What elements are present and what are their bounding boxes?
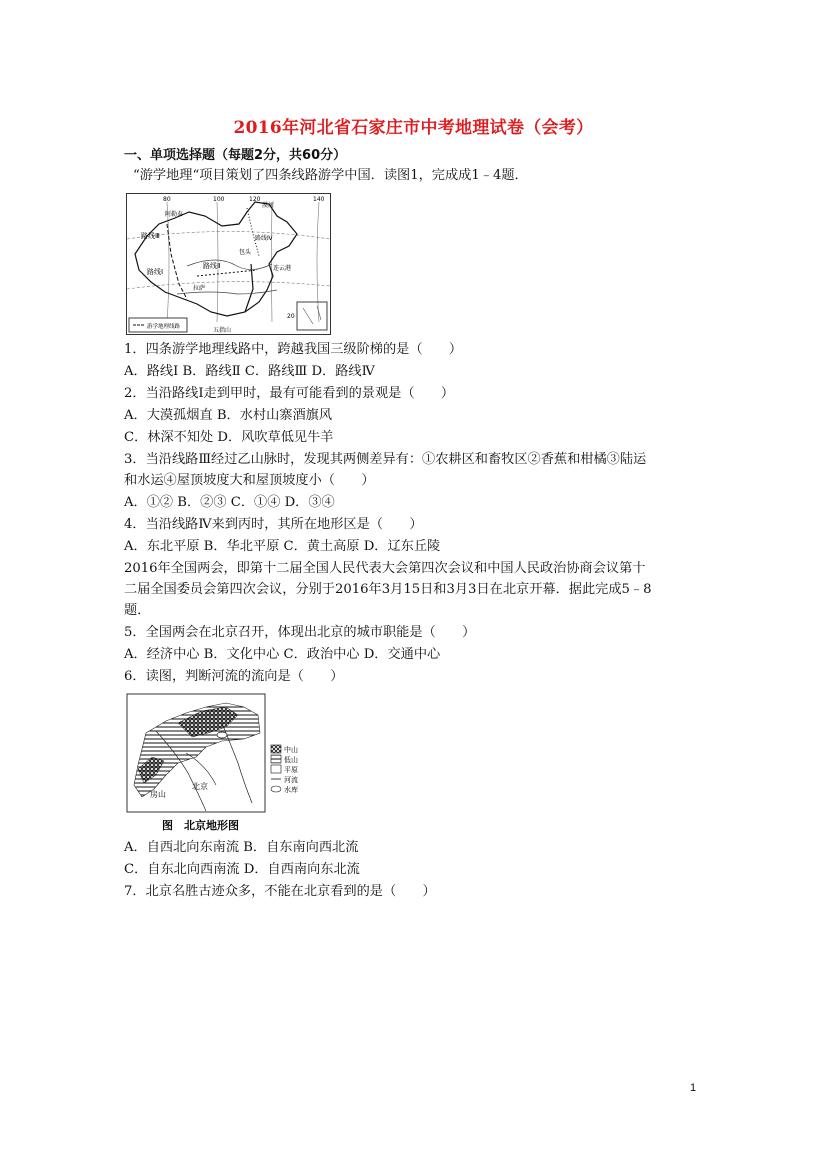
lon-label-80: 80: [163, 196, 171, 203]
lat-label-20: 20: [287, 313, 295, 320]
legend-plain: 平原: [284, 766, 298, 774]
place-lianyungang: 连云港: [273, 265, 292, 272]
legend-low-mountain: 低山: [284, 756, 298, 764]
page-number: 1: [690, 1082, 697, 1094]
section-heading: 一、单项选择题（每题2分，共60分）: [124, 148, 347, 163]
place-fangshan: 房山: [150, 790, 166, 799]
question-5-options: A．经济中心 B．文化中心 C．政治中心 D．交通中心: [124, 647, 441, 662]
question-3: 3．当沿线路Ⅲ经过乙山脉时，发现其两侧差异有：①农耕区和畜牧区②香蕉和柑橘③陆运: [124, 452, 647, 467]
figure-caption: 图 北京地形图: [162, 819, 239, 832]
question-7: 7．北京名胜古迹众多，不能在北京看到的是（ ）: [124, 884, 436, 899]
question-1-options: A．路线Ⅰ B．路线Ⅱ C．路线Ⅲ D．路线Ⅳ: [124, 364, 375, 379]
question-6: 6．读图，判断河流的流向是（ ）: [124, 669, 344, 684]
exam-title: 2016年河北省石家庄市中考地理试卷（会考）: [233, 118, 594, 138]
question-2: 2．当沿路线Ⅰ走到甲时，最有可能看到的景观是（ ）: [124, 386, 455, 401]
route-2-label: 路线Ⅱ: [203, 262, 221, 270]
china-route-map-figure: [126, 193, 331, 335]
beijing-terrain-map: [126, 693, 318, 833]
question-6-options-a: A．自西北向东南流 B．自东南向西北流: [124, 840, 359, 855]
legend-middle-mountain: 中山: [284, 746, 298, 754]
lon-label-140: 140: [313, 196, 325, 203]
place-lhasa: 拉萨: [193, 285, 206, 292]
question-3-options: A．①② B．②③ C．①④ D．③④: [124, 495, 335, 510]
question-2-options-a: A．大漠孤烟直 B．水村山寨酒旗风: [124, 408, 333, 423]
question-4: 4．当沿线路Ⅳ来到丙时，其所在地形区是（ ）: [124, 517, 423, 532]
intro-paragraph-1: “游学地理“项目策划了四条线路游学中国．读图1，完成成1﹣4题．: [133, 168, 528, 183]
beijing-terrain-figure: [126, 693, 318, 833]
legend-reservoir: 水库: [284, 786, 298, 794]
place-wuzhishan: 五指山: [213, 327, 232, 334]
place-altay: 阿勒泰: [165, 211, 184, 218]
question-5: 5．全国两会在北京召开，体现出北京的城市职能是（ ）: [124, 625, 476, 640]
route-3-label: 路线Ⅲ: [141, 232, 160, 240]
intro-paragraph-2-line-2: 二届全国委员会第四次会议，分别于2016年3月15日和3月3日在北京开幕．据此完成5﹣8: [124, 582, 652, 597]
intro-paragraph-2-line-3: 题．: [124, 603, 151, 618]
route-1-label: 路线Ⅰ: [147, 268, 164, 276]
question-3-cont: 和水运④屋顶坡度大和屋顶坡度小（ ）: [124, 473, 375, 488]
place-mohe: 漠河: [262, 202, 275, 209]
china-route-map: [127, 194, 330, 334]
route-4-label: 路线Ⅳ: [255, 235, 273, 242]
question-1: 1．四条游学地理线路中，跨越我国三级阶梯的是（ ）: [124, 342, 463, 357]
question-6-options-b: C．自东北向西南流 D．自西南向东北流: [124, 862, 360, 877]
place-baotou: 包头: [239, 249, 252, 256]
legend-river: 河流: [284, 776, 298, 784]
question-2-options-b: C．林深不知处 D．风吹草低见牛羊: [124, 430, 334, 445]
question-4-options: A．东北平原 B．华北平原 C．黄土高原 D．辽东丘陵: [124, 539, 441, 554]
intro-paragraph-2-line-1: 2016年全国两会，即第十二届全国人民代表大会第四次会议和中国人民政治协商会议第十: [124, 561, 646, 576]
map-legend-label: 游学地理线路: [147, 324, 181, 330]
lon-label-120: 120: [249, 196, 261, 203]
place-beijing: 北京: [192, 782, 208, 791]
lon-label-100: 100: [213, 196, 225, 203]
